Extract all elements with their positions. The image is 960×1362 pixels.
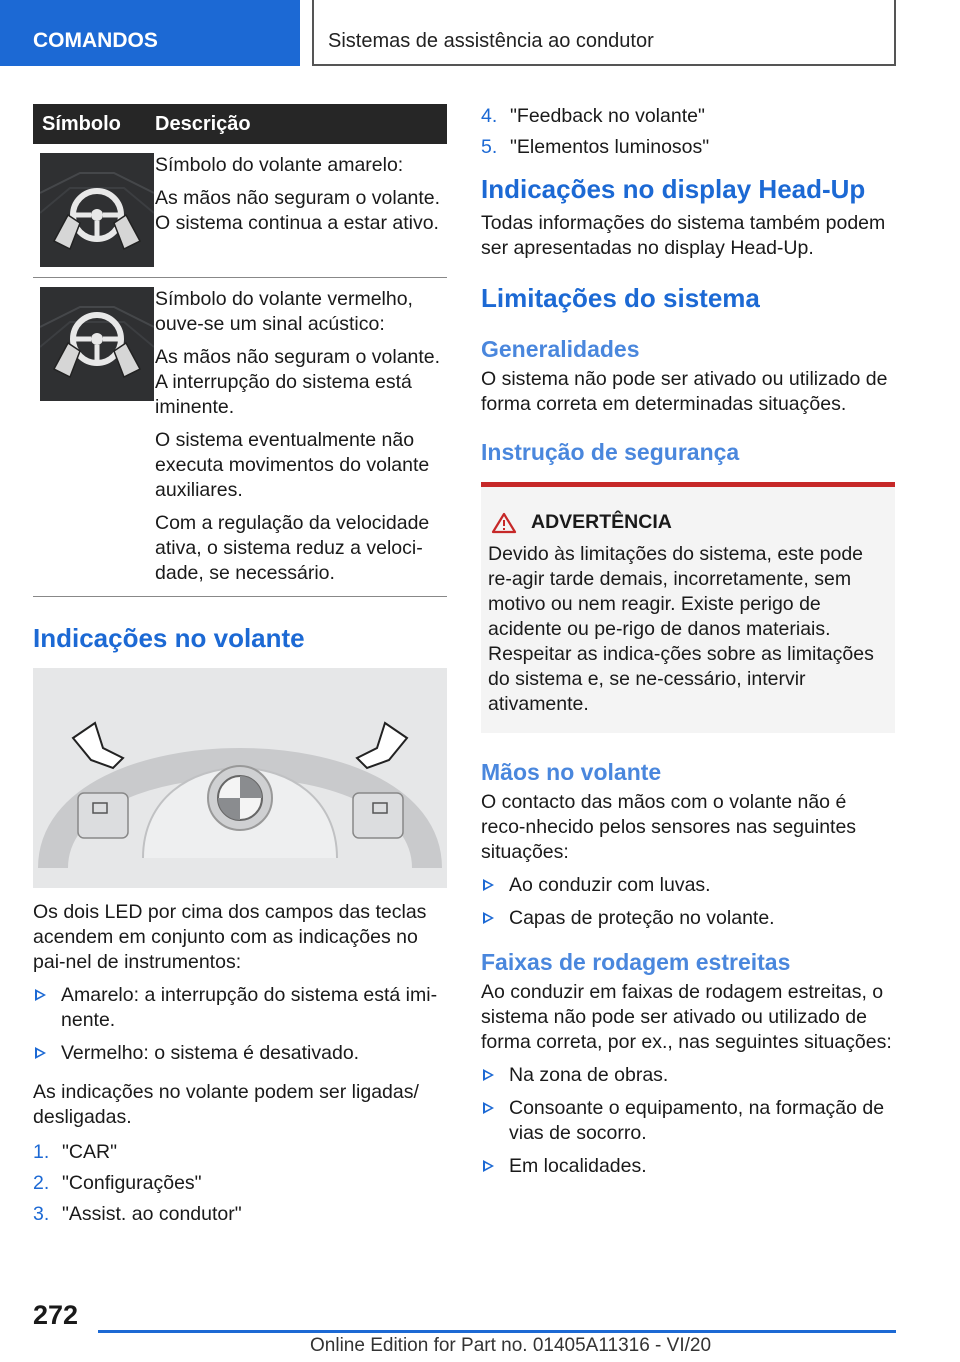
subsection-hands: Mãos no volante <box>481 759 662 785</box>
list-item: 3. "Assist. ao condutor" <box>33 1203 242 1225</box>
row-text: Símbolo do volante amarelo: <box>155 154 404 176</box>
row-text: O sistema eventualmente não executa movimentos do volante auxiliares. <box>155 429 430 501</box>
general-text: O sistema não pode ser ativado ou utilizado de forma correta em determinadas situações. <box>481 368 888 415</box>
warning-box <box>481 482 895 733</box>
section-title-hud: Indicações no display Head-Up <box>481 174 866 204</box>
list-item: 1. "CAR" <box>33 1141 118 1163</box>
steering-wheel-yellow-icon <box>40 153 154 267</box>
row-text: As mãos não seguram o volante. O sistema continua a estar ativo. <box>155 187 441 234</box>
chapter-title: Sistemas de assistência ao condutor <box>312 0 896 66</box>
hands-list <box>481 873 895 931</box>
list-item: Na zona de obras. <box>481 1063 895 1088</box>
hud-text: Todas informações do sistema também podem ser apresentadas no display Head-Up. <box>481 212 886 259</box>
led-color-list <box>33 983 447 1066</box>
bullet-triangle-icon <box>35 989 46 1001</box>
bullet-triangle-icon <box>35 1047 46 1059</box>
row-text: As mãos não seguram o volante. A interrupção do sistema está iminente. <box>155 346 441 418</box>
list-item: Em localidades. <box>481 1154 895 1179</box>
section-title-steering: Indicações no volante <box>33 623 305 653</box>
steering-intro: Os dois LED por cima dos campos das teclas acendem em conjunto com as indicações no pai-nel de instrumentos: <box>33 901 427 973</box>
list-item: Ao conduzir com luvas. <box>481 873 895 898</box>
steering-wheel-red-icon <box>40 287 154 401</box>
list-item: 4. "Feedback no volante" <box>481 105 705 127</box>
list-item: Vermelho: o sistema é desativado. <box>33 1041 447 1066</box>
settings-steps-list-cont <box>481 104 895 160</box>
table-row <box>33 278 447 597</box>
narrow-list <box>481 1063 895 1179</box>
col-header-description: Descrição <box>155 112 251 135</box>
page-number: 272 <box>33 1300 79 1330</box>
list-item: Capas de proteção no volante. <box>481 906 895 931</box>
list-item: Amarelo: a interrupção do sistema está imi-nente. <box>33 983 447 1033</box>
table-row <box>33 144 447 278</box>
list-item: 5. "Elementos luminosos" <box>481 136 710 158</box>
hands-text: O contacto das mãos com o volante não é reco-nhecido pelos sensores nas seguintes situações: <box>481 791 857 863</box>
section-tab: COMANDOS <box>0 0 300 66</box>
bullet-triangle-icon <box>483 879 494 891</box>
subsection-narrow: Faixas de rodagem estreitas <box>481 949 791 975</box>
table-header <box>33 104 447 144</box>
subsection-safety: Instrução de segurança <box>481 439 740 465</box>
subsection-general: Generalidades <box>481 336 640 362</box>
warning-triangle-icon <box>491 512 517 534</box>
warning-text: Devido às limitações do sistema, este pode re-agir tarde demais, incorretamente, sem motivo ou nem reagir. Existe perigo de acidente ou pe-rigo de danos materiais. Respeitar as indica-ções sobre as limitações do sistema e, se ne-cessário, intervir ativamente. <box>488 543 874 715</box>
col-header-symbol: Símbolo <box>42 112 121 135</box>
warning-label: ADVERTÊNCIA <box>531 511 672 533</box>
list-item: 2. "Configurações" <box>33 1172 202 1194</box>
symbol-table <box>33 104 447 597</box>
toggle-text: As indicações no volante podem ser ligadas/ desligadas. <box>33 1081 419 1128</box>
bullet-triangle-icon <box>483 1102 494 1114</box>
footer-divider <box>98 1330 896 1333</box>
settings-steps-list <box>33 1140 447 1227</box>
list-item: Consoante o equipamento, na formação de vias de socorro. <box>481 1096 895 1146</box>
bullet-triangle-icon <box>483 1069 494 1081</box>
row-text: Com a regulação da velocidade ativa, o sistema reduz a veloci-dade, se necessário. <box>155 512 430 584</box>
right-column <box>481 104 895 1187</box>
edition-text: Online Edition for Part no. 01405A11316 - VI/20 <box>310 1335 712 1356</box>
section-title-limits: Limitações do sistema <box>481 283 760 313</box>
row-text: Símbolo do volante vermelho, ouve-se um sinal acústico: <box>155 288 413 335</box>
left-column <box>33 104 447 1233</box>
steering-wheel-illustration <box>33 668 447 888</box>
bullet-triangle-icon <box>483 912 494 924</box>
narrow-text: Ao conduzir em faixas de rodagem estreitas, o sistema não pode ser ativado ou utilizado de forma correta, por ex., nas seguintes situações: <box>481 981 892 1053</box>
bullet-triangle-icon <box>483 1160 494 1172</box>
